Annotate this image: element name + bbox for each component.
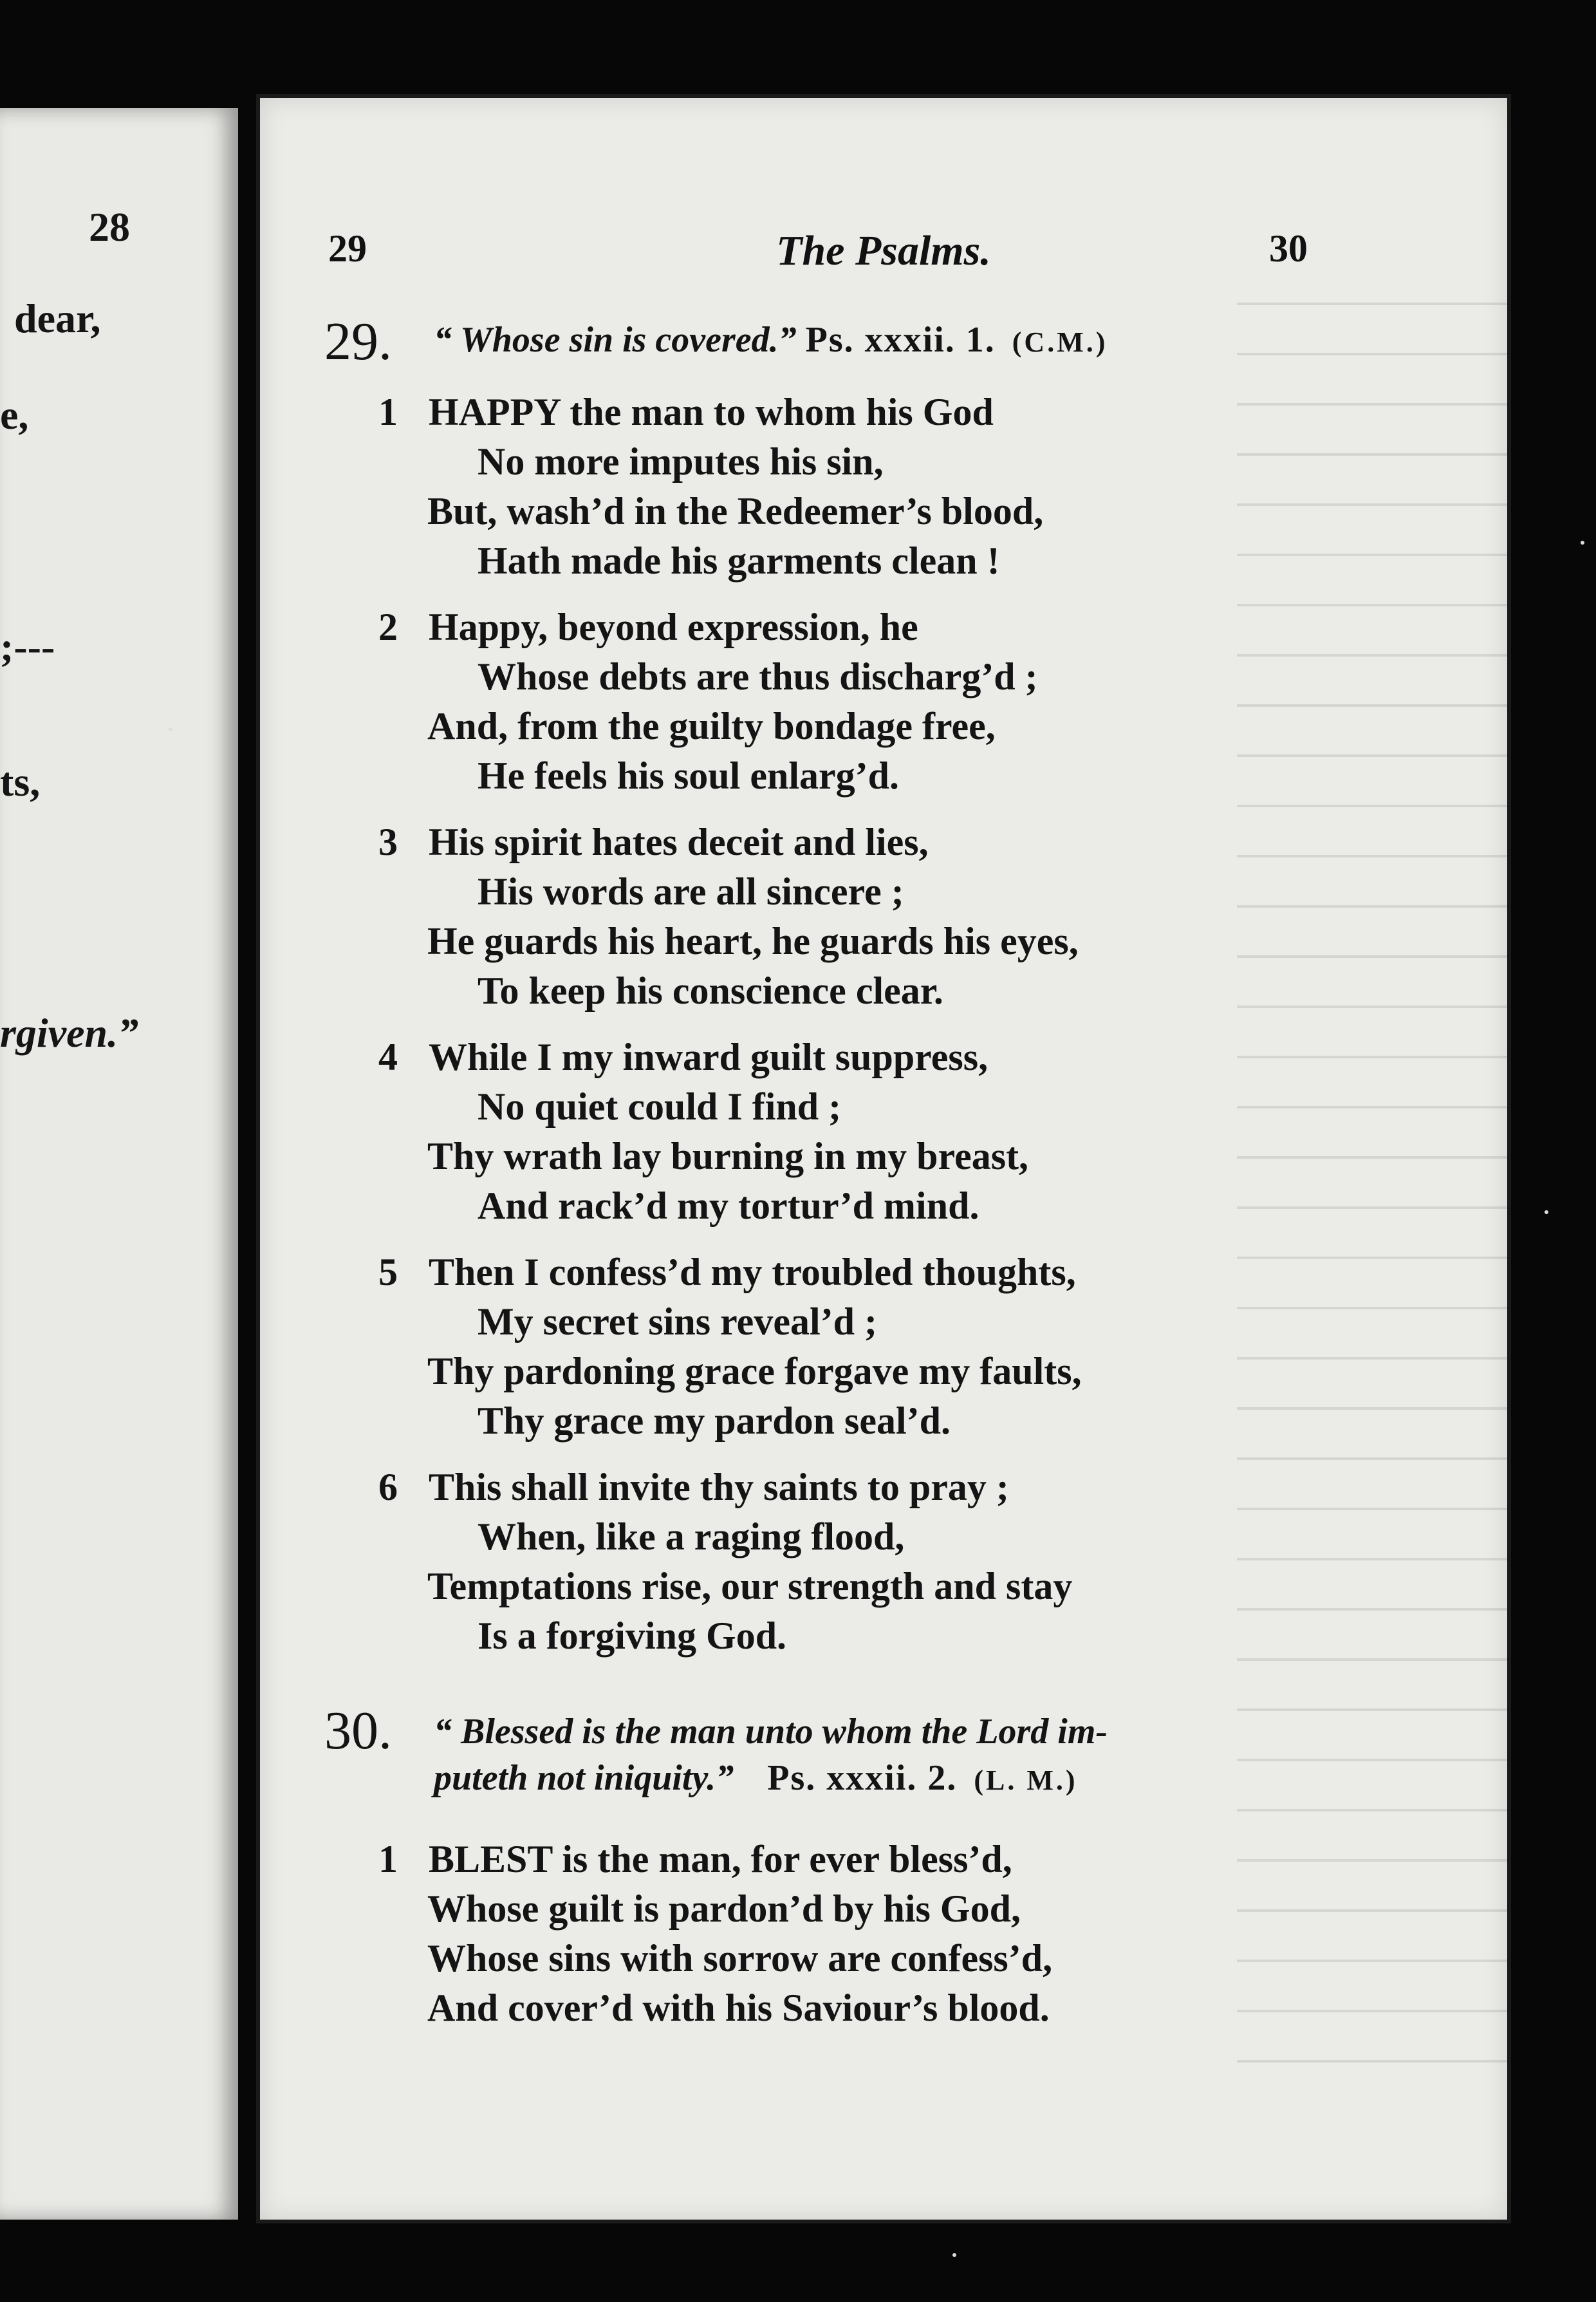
verse-number: 3 xyxy=(378,821,398,863)
stanza xyxy=(324,1248,1418,1446)
left-page-text: rgiven.” xyxy=(0,1010,139,1056)
verse-line: He guards his heart, he guards his eyes, xyxy=(427,920,1079,962)
page-content xyxy=(324,310,1418,2050)
left-page-text: ;--- xyxy=(0,624,55,669)
verse-number: 2 xyxy=(378,606,398,648)
verse-line: He feels his soul enlarg’d. xyxy=(478,754,899,797)
psalm-heading xyxy=(324,1699,1418,1835)
verse-line: BLEST is the man, for ever bless’d, xyxy=(429,1838,1012,1880)
verse-line: Whose sins with sorrow are confess’d, xyxy=(427,1937,1053,1979)
epigraph-quote: puteth not iniquity.” xyxy=(434,1758,734,1798)
verse-number: 5 xyxy=(378,1251,398,1293)
left-page-number: 28 xyxy=(89,204,130,250)
verse-line: But, wash’d in the Redeemer’s blood, xyxy=(427,490,1044,532)
verse-line: And cover’d with his Saviour’s blood. xyxy=(427,1987,1050,2029)
psalm-number: 30. xyxy=(324,1701,392,1761)
verse-line: Is a forgiving God. xyxy=(478,1614,787,1657)
stanza xyxy=(324,1835,1418,2033)
verse-number: 1 xyxy=(378,391,398,433)
verse-number: 1 xyxy=(378,1838,398,1880)
verse-line: Thy pardoning grace forgave my faults, xyxy=(427,1350,1082,1392)
verse-line: This shall invite thy saints to pray ; xyxy=(429,1466,1009,1508)
verse-line: His spirit hates deceit and lies, xyxy=(429,821,929,863)
verse-line: Thy wrath lay burning in my breast, xyxy=(427,1135,1029,1177)
stanza xyxy=(324,818,1418,1016)
verse-line: Temptations rise, our strength and stay xyxy=(427,1565,1073,1607)
left-page-text: dear, xyxy=(14,295,101,341)
verse-line: While I my inward guilt suppress, xyxy=(429,1036,988,1078)
stanza xyxy=(324,1463,1418,1661)
stanza xyxy=(324,603,1418,801)
epigraph-quote: “ Whose sin is covered.” xyxy=(434,320,797,360)
page-number-right: 30 xyxy=(1269,227,1308,270)
psalm-epigraph xyxy=(434,1708,1412,1804)
verse-line: No more imputes his sin, xyxy=(478,440,884,483)
verse-line: No quiet could I find ; xyxy=(478,1085,842,1128)
page-number-left: 29 xyxy=(328,227,367,270)
epigraph-quote: “ Blessed is the man unto whom the Lord im- xyxy=(434,1712,1108,1752)
verse-number: 4 xyxy=(378,1036,398,1078)
running-title: The Psalms. xyxy=(776,227,991,274)
verse-line: Then I confess’d my troubled thoughts, xyxy=(429,1251,1076,1293)
verse-line: Hath made his garments clean ! xyxy=(478,539,1000,582)
verse-line: Whose debts are thus discharg’d ; xyxy=(478,655,1038,698)
verse-line: And rack’d my tortur’d mind. xyxy=(478,1184,979,1227)
scripture-reference: Ps. xxxii. 2. xyxy=(767,1758,958,1798)
psalm-number: 29. xyxy=(324,312,392,371)
verse-line: Whose guilt is pardon’d by his God, xyxy=(427,1887,1021,1930)
verse-number: 6 xyxy=(378,1466,398,1508)
psalm-epigraph xyxy=(434,319,1108,360)
psalm-heading xyxy=(324,310,1418,388)
verse-line: HAPPY the man to whom his God xyxy=(429,391,994,433)
verse-line: When, like a raging flood, xyxy=(478,1515,905,1558)
verse-line: Thy grace my pardon seal’d. xyxy=(478,1399,951,1442)
stanza xyxy=(324,388,1418,586)
main-page xyxy=(260,98,1507,2220)
scripture-reference: Ps. xxxii. 1. xyxy=(805,320,996,360)
verse-line: To keep his conscience clear. xyxy=(478,969,943,1012)
verse-line: My secret sins reveal’d ; xyxy=(478,1300,877,1343)
left-page-text: ts, xyxy=(0,759,41,805)
left-page-fragment xyxy=(0,108,238,2220)
stanza xyxy=(324,1033,1418,1231)
verse-line: Happy, beyond expression, he xyxy=(429,606,918,648)
left-page-text: e, xyxy=(0,392,29,438)
verse-line: And, from the guilty bondage free, xyxy=(427,705,996,747)
page-header xyxy=(260,227,1507,291)
meter-label: (C.M.) xyxy=(1012,326,1108,358)
meter-label: (L. M.) xyxy=(974,1764,1078,1796)
verse-line: His words are all sincere ; xyxy=(478,870,904,913)
